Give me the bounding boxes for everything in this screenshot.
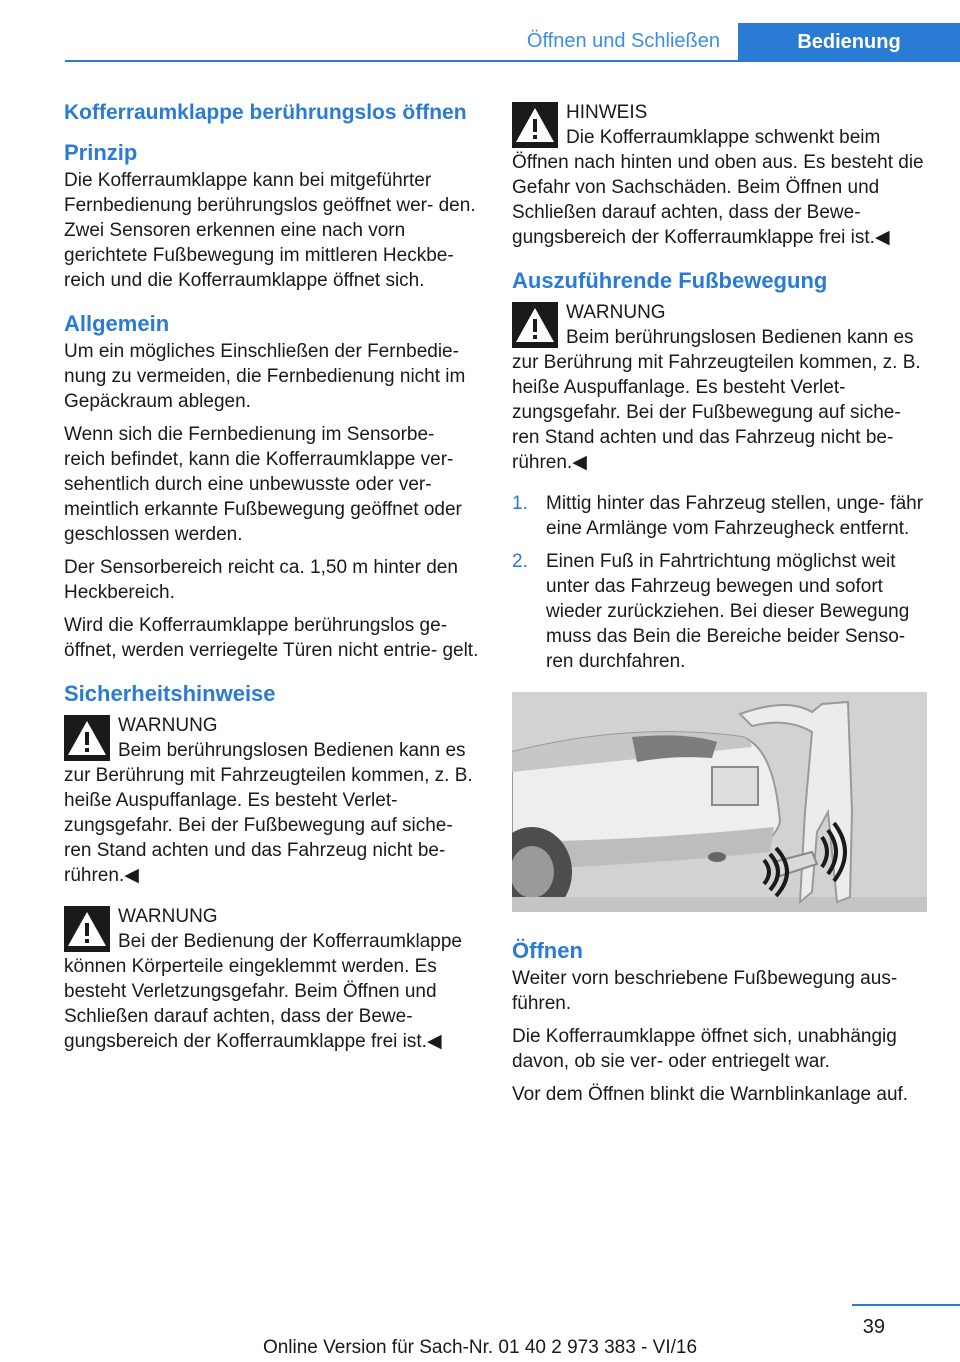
header-chapter-tab: Bedienung [738,23,960,62]
page-header [0,0,960,62]
allgemein-text-3: Der Sensorbereich reicht ca. 1,50 m hinter den Heckbereich. [64,557,458,603]
footer-rule [852,1304,960,1306]
allgemein-text-1: Um ein mögliches Einschließen der Fernbedie‐ nung zu vermeiden, die Fernbedienung nicht im Gepäckraum ablegen. [64,341,466,412]
warning-note-1 [64,713,479,888]
warning-triangle-icon [64,715,110,761]
notice-text: Die Kofferraumklappe schwenkt beim Öffnen nach hinten und oben aus. Es besteht die Gefahr von Sachschäden. Beim Öffnen und Schließen darauf achten, dass der Bewe‐ gungsbereich der Kofferraumklappe frei ist.◀ [512,127,924,248]
warning-label-3: WARNUNG [566,302,666,323]
warning-text-3: Beim berührungslosen Bedienen kann es zur Berührung mit Fahrzeugteilen kommen, z. B. heiße Auspuffanlage. Es besteht Verlet‐ zungsgefahr. Bei der Fußbewegung auf siche‐ ren Stand achten und das Fahrzeug nicht be‐ rühren.◀ [512,327,921,473]
warning-text-1: Beim berührungslosen Bedienen kann es zur Berührung mit Fahrzeugteilen kommen, z. B. heiße Auspuffanlage. Es besteht Verlet‐ zungsgefahr. Bei der Fußbewegung auf siche‐ ren Stand achten und das Fahrzeug nicht be‐ rühren.◀ [64,740,473,886]
warning-triangle-icon [64,906,110,952]
prinzip-text: Die Kofferraumklappe kann bei mitgeführter Fernbedienung berührungslos geöffnet wer‐ den. Zwei Sensoren erkennen eine nach vorn gerichtete Fußbewegung im mittleren Heckbe‐ reich und die Kofferraumklappe öffnet sich. [64,170,476,291]
header-rule [65,60,960,62]
step-number: 2. [512,551,528,572]
page-number: 39 [862,1316,885,1338]
page-title: Kofferraumklappe berührungslos öffnen [64,101,467,124]
warning-label-2: WARNUNG [118,906,218,927]
oeffnen-text-2: Die Kofferraumklappe öffnet sich, unabhängig davon, ob sie ver- oder entriegelt war. [512,1026,897,1072]
left-column [64,100,479,1070]
notice-note [512,100,927,250]
heading-prinzip: Prinzip [64,140,138,165]
step-list [512,491,927,674]
heading-fussbewegung: Auszuführende Fußbewegung [512,268,828,293]
notice-label: HINWEIS [566,102,648,123]
step-text: Einen Fuß in Fahrtrichtung möglichst weit unter das Fahrzeug bewegen und sofort wieder zurückziehen. Bei dieser Bewegung muss das Bein die Bereiche beider Senso‐ ren durchfahren. [546,551,910,672]
warning-note-2 [64,904,479,1054]
heading-oeffnen: Öffnen [512,938,583,963]
warning-triangle-icon [512,102,558,148]
oeffnen-text-1: Weiter vorn beschriebene Fußbewegung aus‐ führen. [512,968,898,1014]
warning-triangle-icon [512,302,558,348]
heading-sicherheitshinweise: Sicherheitshinweise [64,681,276,706]
list-item [512,491,927,541]
step-text: Mittig hinter das Fahrzeug stellen, unge‐ fähr eine Armlänge vom Fahrzeugheck entfernt. [546,493,924,539]
header-section-title: Öffnen und Schließen [526,30,720,52]
footer-version-line: Online Version für Sach-Nr. 01 40 2 973 383 - VI/16 [262,1337,698,1358]
oeffnen-text-3: Vor dem Öffnen blinkt die Warnblinkanlage auf. [512,1084,909,1105]
step-number: 1. [512,493,528,514]
heading-allgemein: Allgemein [64,311,170,336]
list-item [512,549,927,674]
right-column [512,100,927,1115]
allgemein-text-2: Wenn sich die Fernbedienung im Sensorbe‐ reich befindet, kann die Kofferraumklappe ver‐ sehentlich durch eine unbewusste oder ver‐ meintlich erkannte Fußbewegung geöffnet oder geschlossen werden. [64,424,462,545]
warning-text-2: Bei der Bedienung der Kofferraumklappe können Körperteile eingeklemmt werden. Es besteht Verletzungsgefahr. Beim Öffnen und Schließen darauf achten, dass der Bewe‐ gungsbereich der Kofferraumklappe frei ist.◀ [64,931,462,1052]
allgemein-text-4: Wird die Kofferraumklappe berührungslos ge‐ öffnet, werden verriegelte Türen nicht entrie‐ gelt. [64,615,479,661]
warning-note-3 [512,300,927,475]
warning-label-1: WARNUNG [118,715,218,736]
foot-gesture-illustration [512,692,927,912]
